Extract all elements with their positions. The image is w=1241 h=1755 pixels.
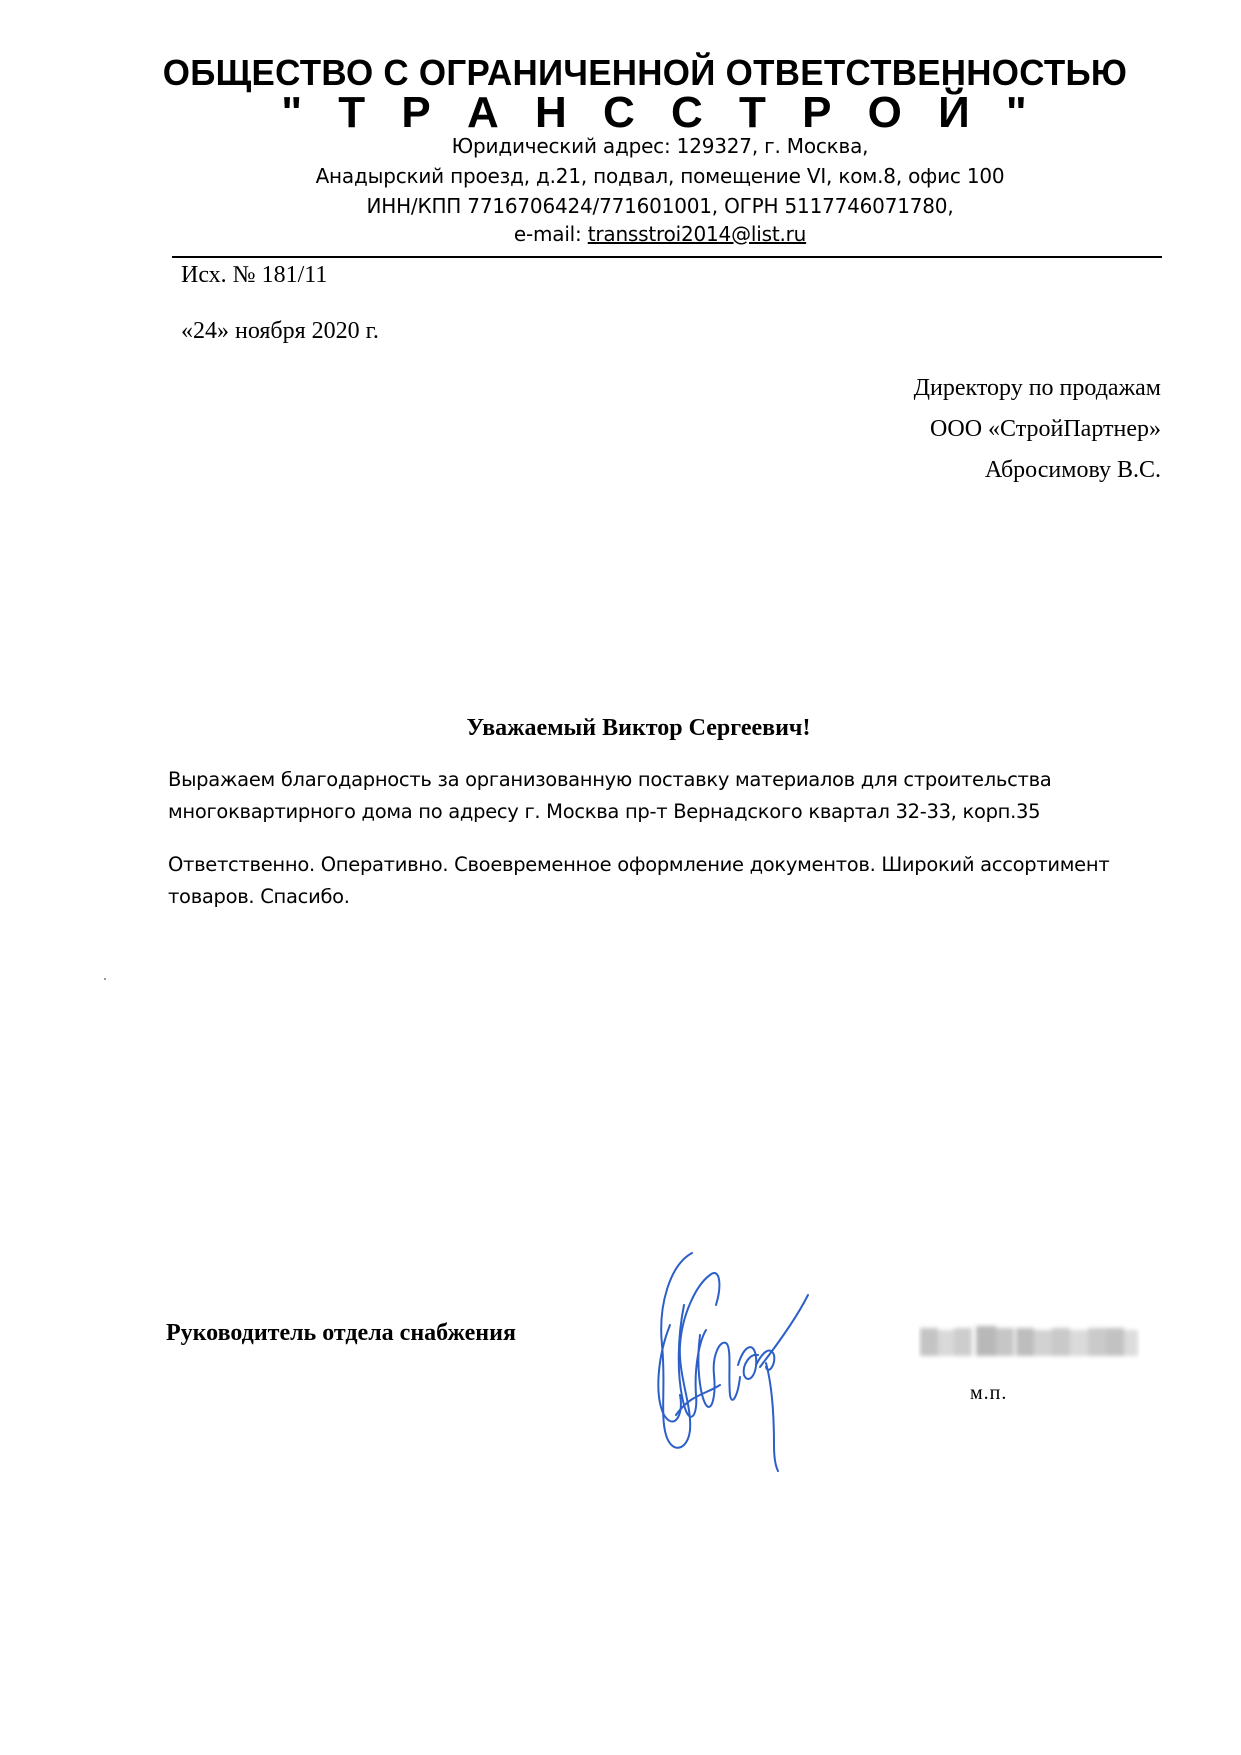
email-link[interactable]: transstroi2014@list.ru — [587, 222, 807, 246]
letter-date: «24» ноября 2020 г. — [181, 318, 379, 344]
recipient-company: ООО «СтройПартнер» — [930, 416, 1161, 442]
scan-speck — [104, 978, 106, 980]
email-label: e-mail: — [513, 222, 588, 246]
signatory-title: Руководитель отдела снабжения — [166, 1320, 516, 1346]
recipient-block — [914, 368, 1161, 491]
body-paragraph-2: Ответственно. Оперативно. Своевременное оформление документов. Широкий ассортимент товаров. Спасибо. — [168, 853, 1110, 908]
letterhead-org-form: ОБЩЕСТВО С ОГРАНИЧЕННОЙ ОТВЕТСТВЕННОСТЬЮ — [162, 52, 1128, 93]
letterhead-divider — [172, 256, 1162, 258]
recipient-position: Директору по продажам — [913, 375, 1161, 401]
letterhead-email-line — [160, 222, 1160, 246]
letterhead-address-line2: Анадырский проезд, д.21, подвал, помещение VI, ком.8, офис 100 — [315, 164, 1005, 188]
stamp-place-mark: м.п. — [970, 1382, 1008, 1404]
letterhead-requisites: ИНН/КПП 7716706424/771601001, ОГРН 5117746071780, — [366, 194, 954, 218]
body-paragraph-1: Выражаем благодарность за организованную поставку материалов для строительства многоквартирного дома по адресу г. Москва пр-т Вернадского квартал 32-33, корп.35 — [168, 768, 1052, 823]
handwritten-signature — [640, 1245, 820, 1475]
recipient-name: Абросимову В.С. — [984, 457, 1161, 483]
letterhead-address-line1: Юридический адрес: 129327, г. Москва, — [451, 134, 869, 158]
outgoing-number: Исх. № 181/11 — [181, 262, 328, 288]
redacted-signature-name — [918, 1322, 1140, 1362]
letterhead-company-name: " Т Р А Н С С Т Р О Й " — [281, 88, 1039, 137]
salutation: Уважаемый Виктор Сергеевич! — [466, 715, 811, 741]
